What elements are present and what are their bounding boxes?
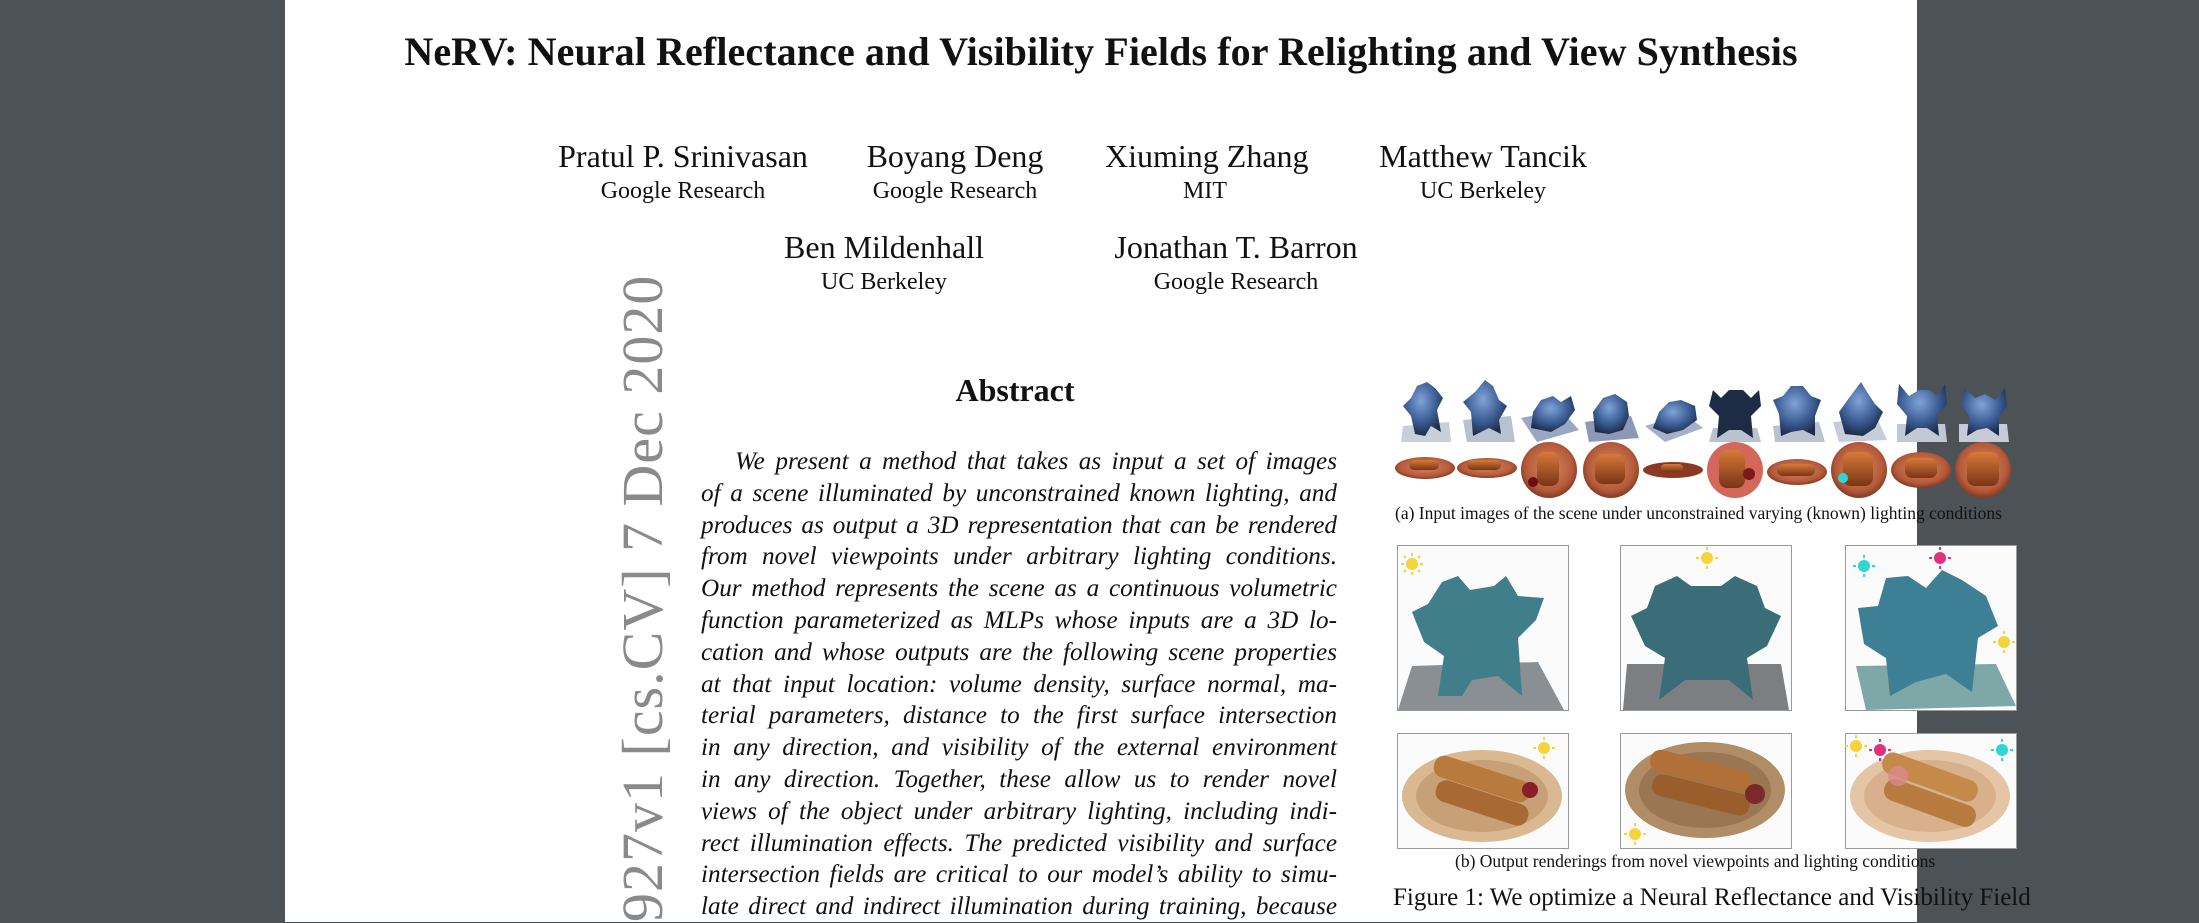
monster-thumb xyxy=(1521,396,1579,442)
abstract-line: in any direction, and visibility of the external environment xyxy=(701,734,1337,762)
figure-1a-caption: (a) Input images of the scene under unconstrained varying (known) lighting conditions xyxy=(1395,503,2002,523)
sun-icon xyxy=(1993,631,2015,653)
sun-icon xyxy=(1929,547,1951,569)
author-affiliation: UC Berkeley xyxy=(821,269,947,295)
render-hotdog-3 xyxy=(1845,733,2017,849)
abstract-body xyxy=(701,446,1337,923)
author-affiliation: Google Research xyxy=(1153,269,1319,295)
monster-thumb xyxy=(1401,382,1451,442)
hotdog-thumb xyxy=(1521,442,1577,498)
hotdog-thumb xyxy=(1583,442,1639,498)
monster-thumb xyxy=(1645,400,1703,442)
hotdog-thumb xyxy=(1955,442,2011,498)
monster-rendering xyxy=(1846,546,2016,710)
abstract-line: terial parameters, distance to the first surface intersection xyxy=(701,702,1337,730)
abstract-line: intersection fields are critical to our model’s ability to simu- xyxy=(701,861,1337,889)
sun-icon xyxy=(1533,737,1555,759)
paper-title: NeRV: Neural Reflectance and Visibility Fields for Relighting and View Synthesis xyxy=(404,29,1798,74)
abstract-line: rect illumination effects. The predicted visibility and surface xyxy=(701,829,1337,857)
abstract-line: late direct and indirect illumination during training, because xyxy=(701,893,1337,921)
author-name: Xiuming Zhang xyxy=(1105,138,1309,174)
hotdog-rendering xyxy=(1621,734,1791,848)
abstract-line: We present a method that takes as input a set of images xyxy=(735,448,1337,475)
monster-thumb xyxy=(1585,394,1639,442)
hotdog-thumb xyxy=(1767,459,1827,485)
author-affiliation: MIT xyxy=(1183,178,1227,204)
abstract-line: views of the object under arbitrary lighting, including indi- xyxy=(701,797,1337,825)
abstract-line: produces as output a 3D representation that can be rendered xyxy=(701,511,1337,539)
paper-page xyxy=(285,0,2031,922)
author-name: Jonathan T. Barron xyxy=(1114,229,1358,265)
author-name: Boyang Deng xyxy=(866,138,1044,174)
abstract-line: from novel viewpoints under arbitrary lighting conditions. xyxy=(701,543,1337,571)
hotdog-thumb xyxy=(1707,442,1763,498)
author-affiliation: UC Berkeley xyxy=(1420,178,1546,204)
render-monster-3 xyxy=(1845,545,2017,711)
render-hotdog-1 xyxy=(1397,733,1569,849)
author-block xyxy=(553,136,813,206)
abstract-line: at that input location: volume density, surface normal, ma- xyxy=(701,670,1337,698)
monster-thumb xyxy=(1463,380,1515,442)
monster-rendering xyxy=(1398,546,1568,710)
monster-thumb xyxy=(1709,390,1761,442)
input-images-monster-row xyxy=(1393,376,2033,446)
hotdog-thumb xyxy=(1395,457,1455,479)
author-block xyxy=(1105,136,1309,206)
author-affiliation: Google Research xyxy=(600,178,766,204)
hotdog-rendering xyxy=(1398,734,1568,848)
sun-icon xyxy=(1845,735,1867,757)
monster-thumb xyxy=(1959,388,2009,442)
arxiv-stamp: 927v1 [cs.CV] 7 Dec 2020 xyxy=(610,274,675,922)
author-name: Pratul P. Srinivasan xyxy=(558,138,808,174)
monster-thumb xyxy=(1773,386,1825,442)
abstract-line: cation and whose outputs are the following scene properties xyxy=(701,638,1337,666)
abstract-line: function parameterized as MLPs whose inputs are a 3D lo- xyxy=(701,606,1337,634)
render-monster-2 xyxy=(1620,545,1792,711)
author-block xyxy=(1111,227,1361,297)
input-images-hotdog-row xyxy=(1393,444,2033,504)
monster-thumb xyxy=(1833,382,1887,442)
hotdog-thumb xyxy=(1457,458,1517,478)
sun-icon xyxy=(1853,555,1875,577)
sun-icon xyxy=(1624,823,1646,845)
abstract-line: of a scene illuminated by unconstrained known lighting, and xyxy=(701,479,1337,507)
hotdog-thumb xyxy=(1891,452,1951,488)
render-hotdog-2 xyxy=(1620,733,1792,849)
author-block xyxy=(855,136,1055,206)
abstract-line: in any direction. Together, these allow us to render novel xyxy=(701,765,1337,793)
sun-icon xyxy=(1991,739,2013,761)
render-monster-1 xyxy=(1397,545,1569,711)
author-block xyxy=(1378,136,1588,206)
author-affiliation: Google Research xyxy=(872,178,1038,204)
abstract-line: Our method represents the scene as a continuous volumetric xyxy=(701,575,1337,603)
author-block xyxy=(779,227,989,297)
figure-1b-caption: (b) Output renderings from novel viewpoints and lighting conditions xyxy=(1455,851,1936,871)
author-name: Ben Mildenhall xyxy=(784,229,984,265)
hotdog-thumb xyxy=(1831,442,1887,498)
abstract-heading: Abstract xyxy=(955,372,1075,408)
sun-icon xyxy=(1401,553,1423,575)
monster-thumb xyxy=(1897,384,1947,442)
monster-rendering xyxy=(1621,546,1791,710)
figure-1-caption: Figure 1: We optimize a Neural Reflectance and Visibility Field xyxy=(1393,884,2031,911)
hotdog-thumb xyxy=(1643,462,1703,478)
hotdog-rendering xyxy=(1846,734,2016,848)
author-name: Matthew Tancik xyxy=(1379,138,1587,174)
sun-icon xyxy=(1696,547,1718,569)
